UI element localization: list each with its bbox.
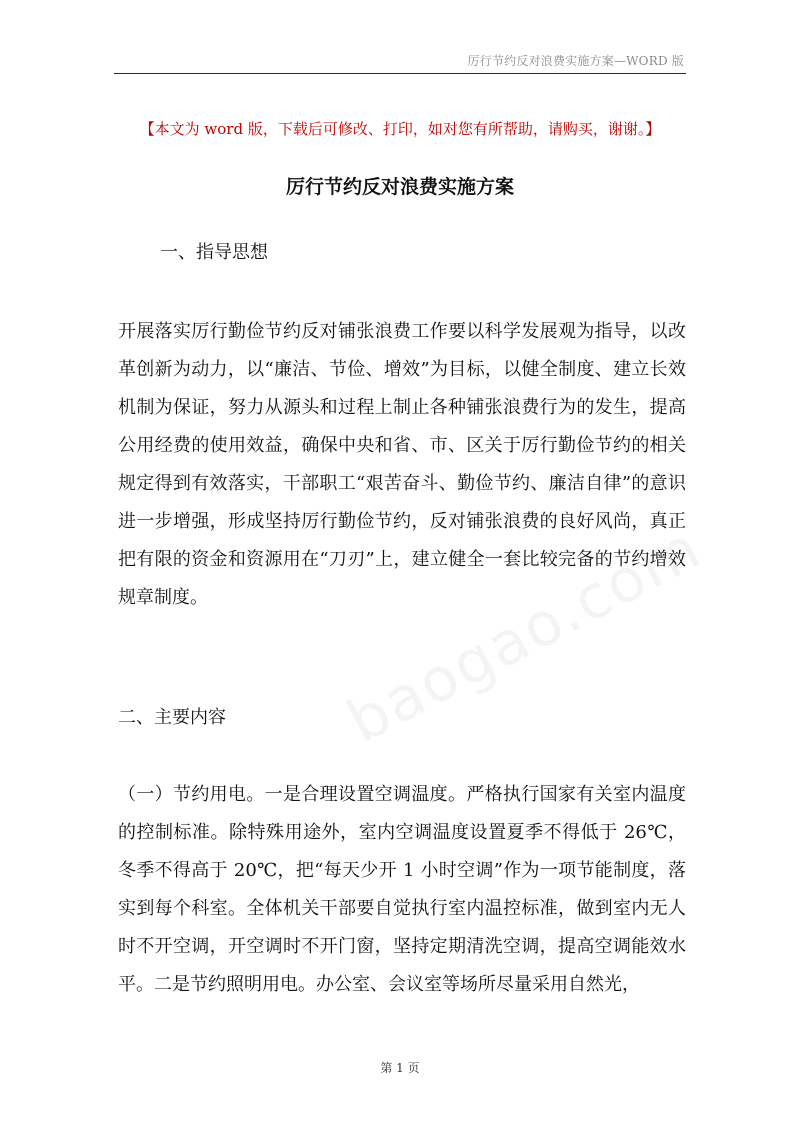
purchase-notice: 【本文为 word 版，下载后可修改、打印，如对您有所帮助，请购买，谢谢。】: [139, 120, 661, 138]
paragraph-guiding-ideology: 开展落实厉行勤俭节约反对铺张浪费工作要以科学发展观为指导，以改革创新为动力，以“廉洁、节俭、增效”为目标，以健全制度、建立长效机制为保证，努力从源头和过程上制止各种铺张浪费行为的发生，提高公用经费的使用效益，确保中央和省、市、区关于厉行勤俭节约的相关规定得到有效落实，干部职工“艰苦奋斗、勤俭节约、廉洁自律”的意识进一步增强，形成坚持厉行勤俭节约，反对铺张浪费的良好风尚，真正把有限的资金和资源用在“刀刃”上，建立健全一套比较完备的节约增效规章制度。: [118, 321, 686, 608]
section-heading-guiding-ideology: 一、指导思想: [160, 242, 268, 263]
running-header: 厉行节约反对浪费实施方案—WORD 版: [467, 54, 684, 68]
page-number: 第 1 页: [380, 1061, 420, 1075]
header-divider: [114, 73, 686, 74]
section-heading-main-content: 二、主要内容: [118, 707, 226, 728]
paragraph-electricity-saving: （一）节约用电。一是合理设置空调温度。严格执行国家有关室内温度的控制标准。除特殊用途外，室内空调温度设置夏季不得低于 26℃，冬季不得高于 20℃，把“每天少开 1 小时空调”作为一项节能制度，落实到每个科室。全体机关干部要自觉执行室内温控标准，做到室内无人时不开空调，开空调时不开门窗，坚持定期清洗空调，提高空调能效水平。二是节约照明用电。办公室、会议室等场所尽量采用自然光，: [118, 784, 686, 995]
document-title: 厉行节约反对浪费实施方案: [285, 176, 514, 198]
